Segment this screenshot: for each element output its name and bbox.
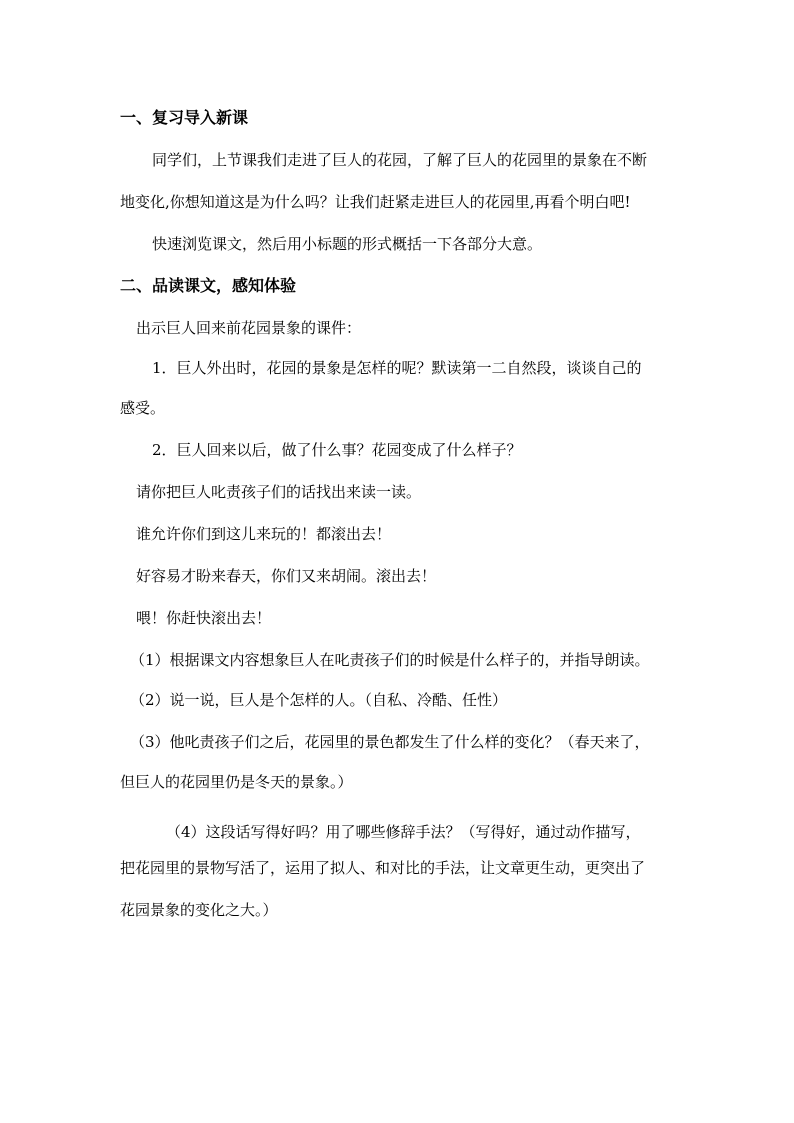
- question-1-line: 1．巨人外出时，花园的景象是怎样的呢？默读第一二自然段，谈谈自己的: [152, 359, 642, 377]
- question-1-line: 感受。: [120, 399, 166, 417]
- paragraph-line: 地变化,你想知道这是为什么吗？让我们赶紧走进巨人的花园里,再看个明白吧!: [120, 193, 631, 211]
- sub-question-3-line: （3）他叱责孩子们之后，花园里的景色都发生了什么样的变化？（春天来了，: [130, 733, 650, 751]
- question-2: 2．巨人回来以后，做了什么事？花园变成了什么样子？: [152, 441, 522, 459]
- paragraph-line: 同学们，上节课我们走进了巨人的花园，了解了巨人的花园里的景象在不断: [152, 151, 648, 169]
- sub-question-4-line: 花园景象的变化之大。）: [120, 901, 278, 919]
- sub-question-4-line: 把花园里的景物写活了，运用了拟人、和对比的手法，让文章更生动，更突出了: [120, 859, 646, 877]
- section-heading-review: 一、复习导入新课: [120, 108, 249, 127]
- instruction-line: 请你把巨人叱责孩子们的话找出来读一读。: [136, 483, 422, 501]
- section-heading-reading: 二、品读课文，感知体验: [120, 276, 297, 295]
- quote-line: 喂！你赶快滚出去！: [136, 609, 272, 627]
- paragraph-line: 快速浏览课文，然后用小标题的形式概括一下各部分大意。: [152, 235, 543, 253]
- sub-question-4-line: （4）这段话写得好吗？用了哪些修辞手法？（写得好，通过动作描写，: [166, 823, 641, 841]
- quote-line: 谁允许你们到这儿来玩的！都滚出去！: [136, 525, 392, 543]
- sub-question-3-line: 但巨人的花园里仍是冬天的景象。）: [120, 773, 353, 791]
- sub-question-1: （1）根据课文内容想象巨人在叱责孩子们的时候是什么样子的，并指导朗读。: [130, 651, 650, 669]
- paragraph-line: 出示巨人回来前花园景象的课件：: [136, 319, 362, 337]
- sub-question-2: （2）说一说，巨人是个怎样的人。（自私、冷酷、任性）: [130, 691, 508, 709]
- quote-line: 好容易才盼来春天，你们又来胡闹。滚出去！: [136, 567, 437, 585]
